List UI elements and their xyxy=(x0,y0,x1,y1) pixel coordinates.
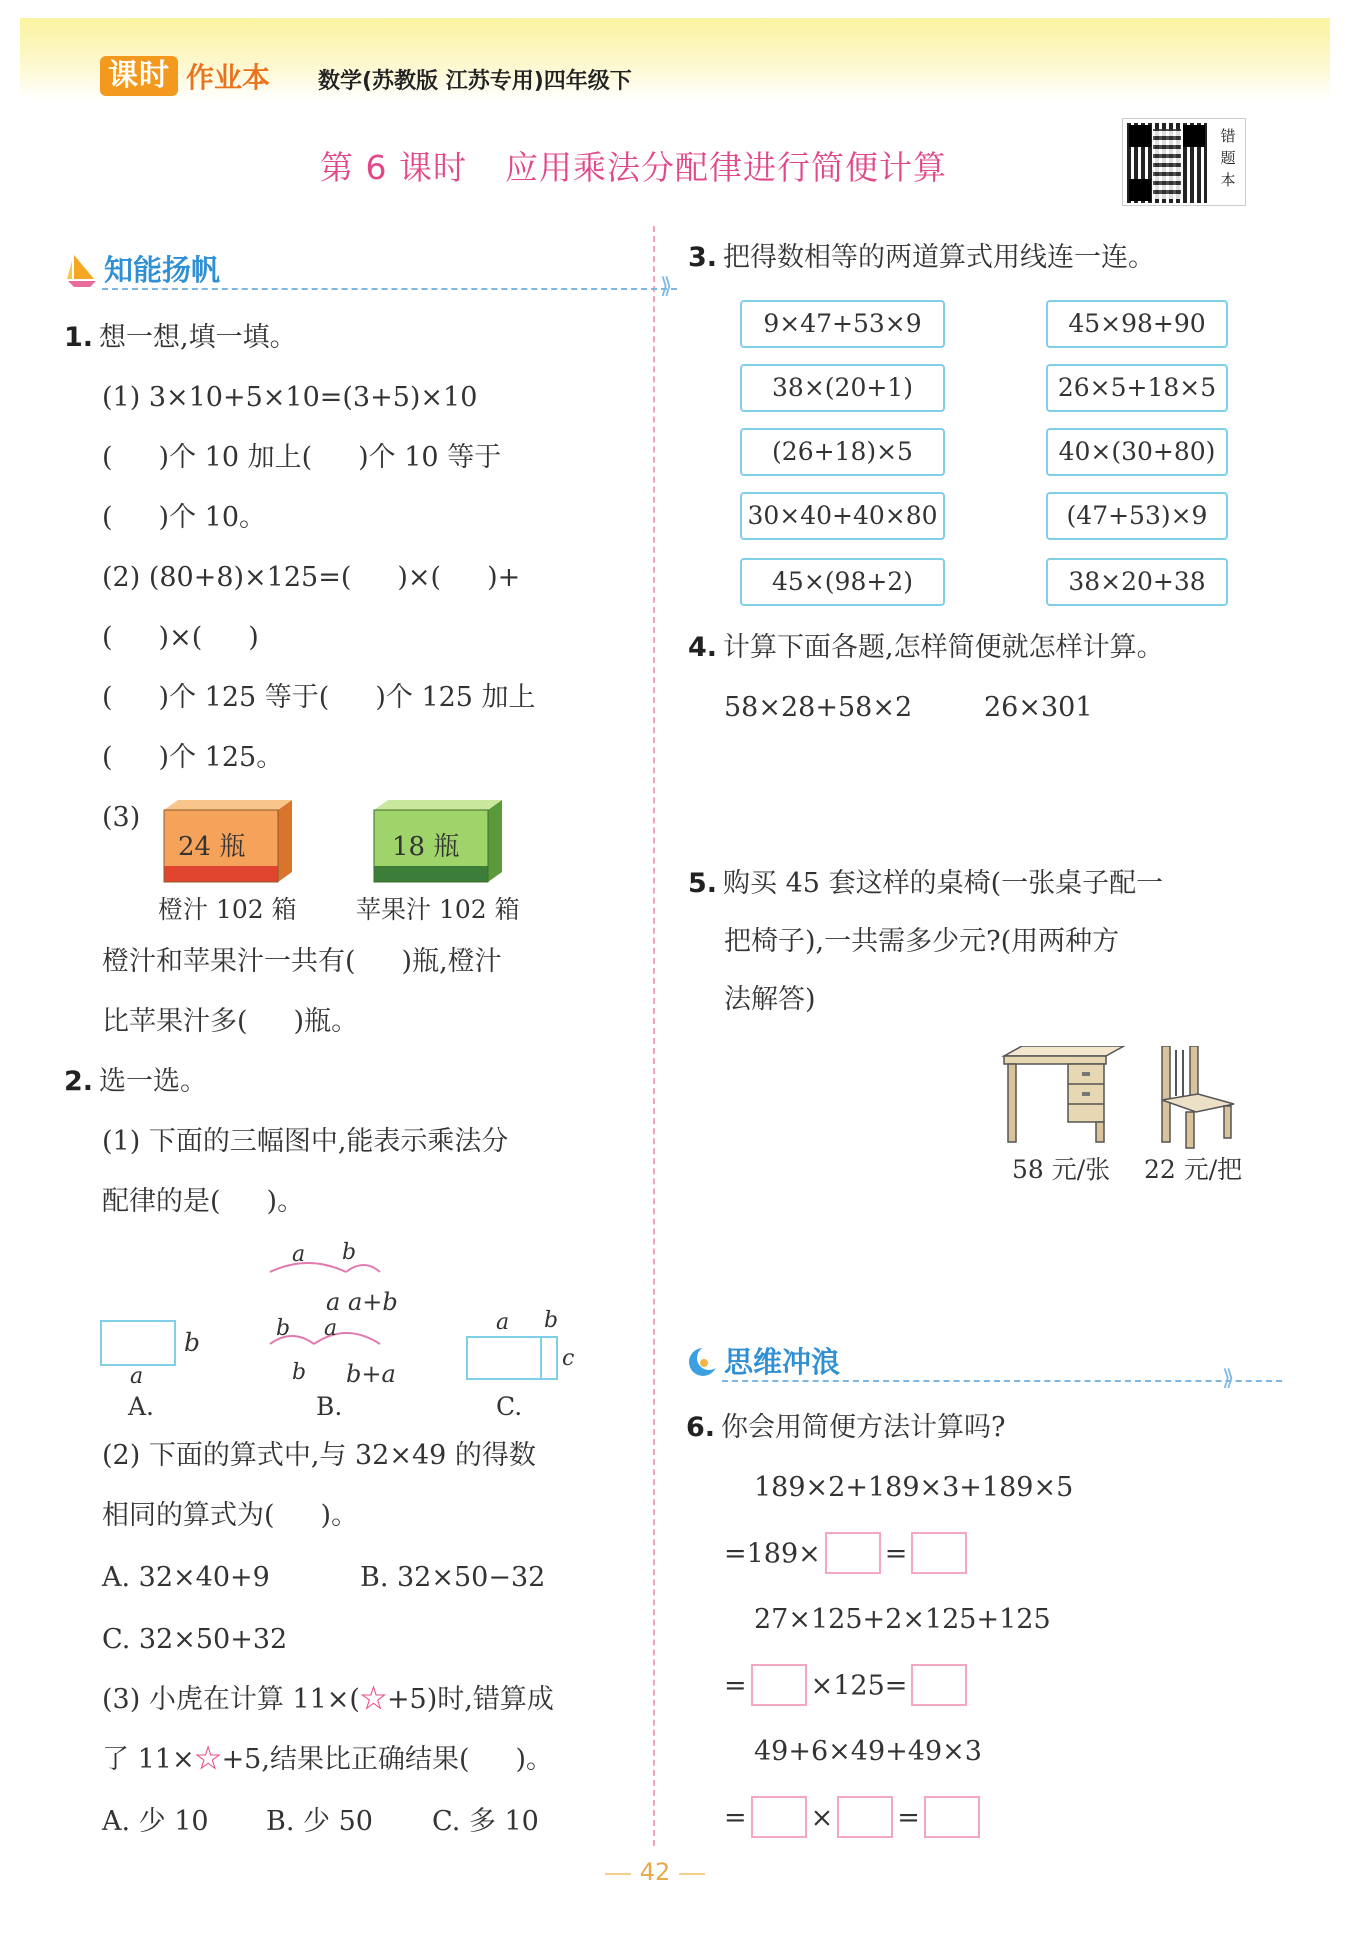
q3-number: 3. xyxy=(688,242,718,273)
q3-left-5[interactable]: 45×(98+2) xyxy=(740,558,945,606)
text: =189× xyxy=(724,1538,821,1570)
text: )个 10 等于 xyxy=(358,442,502,473)
text: )个 10 加上( xyxy=(158,442,313,473)
q2-p3-option-b[interactable]: B. 少 50 xyxy=(266,1806,373,1837)
section-header-left xyxy=(66,248,673,299)
q2-p3-option-a[interactable]: A. 少 10 xyxy=(102,1806,209,1837)
text: )。 xyxy=(515,1744,554,1775)
paren: ( xyxy=(102,742,113,773)
lesson-number: 第 6 课时 xyxy=(320,148,467,187)
sail-arrow-icon: ⟫ xyxy=(660,274,673,299)
q2-p3-line2 xyxy=(102,1744,553,1776)
text: )个 125 加上 xyxy=(375,682,536,713)
answer-box[interactable] xyxy=(924,1796,980,1838)
paren: ( xyxy=(102,622,113,653)
q6-expr3-line2 xyxy=(724,1798,984,1840)
answer-box[interactable] xyxy=(911,1664,967,1706)
answer-box[interactable] xyxy=(751,1664,807,1706)
orange-box-label: 24 瓶 xyxy=(178,832,246,862)
lesson-title xyxy=(320,142,947,189)
equals: = xyxy=(884,1670,908,1702)
q2-p2-option-b[interactable]: B. 32×50−32 xyxy=(360,1562,546,1593)
q2-text: 选一选。 xyxy=(99,1066,208,1097)
text: )。 xyxy=(266,1186,305,1217)
option-b-label: B. xyxy=(316,1392,343,1421)
text: )个 125 等于( xyxy=(158,682,330,713)
figure-c-rect-right xyxy=(542,1336,558,1380)
q1-p1-line2 xyxy=(102,442,501,474)
q6-expr2-line2 xyxy=(724,1666,971,1708)
q5-line3: 法解答) xyxy=(724,984,816,1015)
q3-right-2[interactable]: 26×5+18×5 xyxy=(1046,364,1228,412)
answer-box[interactable] xyxy=(837,1796,893,1838)
apple-box-caption: 苹果汁 102 箱 xyxy=(356,895,520,924)
equals: = xyxy=(897,1802,920,1834)
q2-number: 2. xyxy=(64,1066,94,1097)
text: 了 11× xyxy=(102,1744,195,1775)
text: ×125 xyxy=(810,1670,885,1702)
brand-name: 作业本 xyxy=(186,61,271,94)
equals: = xyxy=(724,1670,747,1702)
q6-expr2-line1: 27×125+2×125+125 xyxy=(754,1604,1051,1635)
figure-b-bot-b2: b xyxy=(292,1360,307,1385)
apple-box-label: 18 瓶 xyxy=(392,832,460,862)
q3-left-4[interactable]: 30×40+40×80 xyxy=(740,492,945,540)
text: 相同的算式为( xyxy=(102,1500,275,1531)
answer-box[interactable] xyxy=(751,1796,807,1838)
q6-expr1-line2 xyxy=(724,1534,971,1576)
paren: ( xyxy=(102,682,113,713)
q4-text: 计算下面各题,怎样简便就怎样计算。 xyxy=(723,632,1164,663)
figure-b-bot-sum: b+a xyxy=(346,1360,396,1388)
q3-right-1[interactable]: 45×98+90 xyxy=(1046,300,1228,348)
equals: = xyxy=(884,1538,908,1570)
figure-c-rect-left xyxy=(466,1336,542,1380)
figure-a-side-b: b xyxy=(184,1328,201,1357)
q2-p2-line2 xyxy=(102,1500,358,1532)
page-number: 42 xyxy=(605,1858,705,1886)
orange-box-caption: 橙汁 102 箱 xyxy=(158,895,297,924)
star-icon: ☆ xyxy=(194,1744,222,1775)
figure-b-top-sum: a a+b xyxy=(326,1288,398,1316)
q3-right-3[interactable]: 40×(30+80) xyxy=(1046,428,1228,476)
text: ) xyxy=(248,622,259,653)
text: +5)时,错算成 xyxy=(386,1684,554,1715)
q6-number: 6. xyxy=(686,1412,716,1443)
q3-left-1[interactable]: 9×47+53×9 xyxy=(740,300,945,348)
q4-expr-1: 58×28+58×2 xyxy=(724,692,913,723)
qr-code-image xyxy=(1127,123,1207,203)
section-title-left: 知能扬帆 xyxy=(104,253,221,287)
q3-right-4[interactable]: (47+53)×9 xyxy=(1046,492,1228,540)
q3-right-5[interactable]: 38×20+38 xyxy=(1046,558,1228,606)
figure-b-top-a: a xyxy=(292,1242,306,1267)
q1-p2-line1 xyxy=(102,562,520,594)
text: )×( xyxy=(158,622,203,653)
section-underline xyxy=(102,288,677,290)
q1-p3-line1 xyxy=(102,946,502,978)
q3-text: 把得数相等的两道算式用线连一连。 xyxy=(723,242,1156,273)
text: (3) 小虎在计算 11×( xyxy=(102,1684,360,1715)
q6-expr3-line1: 49+6×49+49×3 xyxy=(754,1736,982,1767)
text: )瓶,橙汁 xyxy=(401,946,502,977)
text: 橙汁和苹果汁一共有( xyxy=(102,946,356,977)
text: )个 125。 xyxy=(158,742,284,773)
q2-p3-line1 xyxy=(102,1684,554,1716)
figure-b-bot-b: b xyxy=(276,1316,291,1341)
moon-icon xyxy=(686,1343,720,1379)
q4-prompt xyxy=(688,632,1164,664)
figure-b-bot-a: a xyxy=(324,1316,338,1341)
chair-image xyxy=(1156,1046,1238,1154)
text: )×( xyxy=(397,562,442,593)
q2-p1-line1: (1) 下面的三幅图中,能表示乘法分 xyxy=(102,1126,509,1157)
section-header-right xyxy=(686,1340,1235,1391)
times: × xyxy=(810,1802,834,1834)
brand-logo: 课时 xyxy=(100,56,178,96)
figure-c-b: b xyxy=(544,1308,559,1333)
star-icon: ☆ xyxy=(359,1684,387,1715)
q2-prompt xyxy=(64,1066,207,1098)
q1-p2-line3 xyxy=(102,682,536,714)
section-title-right: 思维冲浪 xyxy=(724,1345,841,1379)
text: )瓶。 xyxy=(293,1006,359,1037)
desk-image xyxy=(1000,1046,1126,1150)
option-c-label: C. xyxy=(496,1392,523,1421)
q2-p2-option-c[interactable]: C. 32×50+32 xyxy=(102,1624,288,1655)
chair-price: 22 元/把 xyxy=(1144,1155,1243,1184)
text: 比苹果汁多( xyxy=(102,1006,248,1037)
text: )+ xyxy=(487,562,521,593)
q1-p3-label: (3) xyxy=(102,802,141,833)
q5-number: 5. xyxy=(688,868,718,899)
qr-code[interactable] xyxy=(1122,118,1246,206)
q3-left-3[interactable]: (26+18)×5 xyxy=(740,428,945,476)
q6-prompt xyxy=(686,1412,1006,1444)
q3-prompt xyxy=(688,242,1155,274)
option-a-label: A. xyxy=(128,1392,155,1421)
column-divider xyxy=(653,226,655,1846)
q1-prompt xyxy=(64,322,297,354)
q1-number: 1. xyxy=(64,322,94,353)
q5-line2: 把椅子),一共需多少元?(用两种方 xyxy=(724,926,1120,957)
q6-expr1-line1: 189×2+189×3+189×5 xyxy=(754,1472,1074,1503)
q1-text: 想一想,填一填。 xyxy=(99,322,297,353)
q3-left-2[interactable]: 38×(20+1) xyxy=(740,364,945,412)
answer-box[interactable] xyxy=(911,1532,967,1574)
figure-a-rect xyxy=(100,1320,176,1366)
q1-p1-line3 xyxy=(102,502,266,534)
q1-p3-line2 xyxy=(102,1006,358,1038)
figure-a-side-a: a xyxy=(130,1364,144,1389)
section-underline xyxy=(722,1380,1282,1382)
q2-p1-line2 xyxy=(102,1186,304,1218)
q2-p2-option-a[interactable]: A. 32×40+9 xyxy=(102,1562,270,1593)
text: (2) (80+8)×125=( xyxy=(102,562,352,593)
figure-c-c: c xyxy=(562,1346,575,1371)
text: )个 10。 xyxy=(158,502,267,533)
q2-p3-option-c[interactable]: C. 多 10 xyxy=(432,1806,539,1837)
q1-p2-line4 xyxy=(102,742,283,774)
equals: = xyxy=(724,1802,747,1834)
answer-box[interactable] xyxy=(825,1532,881,1574)
figure-b-top-b: b xyxy=(342,1240,357,1265)
paren: ( xyxy=(102,442,113,473)
q1-p1-line1: (1) 3×10+5×10=(3+5)×10 xyxy=(102,382,478,413)
paren: ( xyxy=(102,502,113,533)
sail-arrow-icon: ⟫ xyxy=(1222,1366,1235,1391)
subject-label: 数学(苏教版 江苏专用)四年级下 xyxy=(318,69,632,94)
desk-price: 58 元/张 xyxy=(1012,1155,1111,1184)
q5-line1 xyxy=(688,868,1163,900)
text: 配律的是( xyxy=(102,1186,221,1217)
brand xyxy=(100,54,270,98)
q1-p2-line2 xyxy=(102,622,259,654)
q6-text: 你会用简便方法计算吗? xyxy=(721,1412,1006,1443)
figure-c-a: a xyxy=(496,1310,510,1335)
text: )。 xyxy=(320,1500,359,1531)
q5-text: 购买 45 套这样的桌椅(一张桌子配一 xyxy=(723,868,1164,899)
sailboat-icon xyxy=(66,251,100,287)
q4-number: 4. xyxy=(688,632,718,663)
q2-p2-line1: (2) 下面的算式中,与 32×49 的得数 xyxy=(102,1440,536,1471)
q4-expr-2: 26×301 xyxy=(984,692,1093,723)
qr-label: 错题本 xyxy=(1220,127,1236,189)
text: +5,结果比正确结果( xyxy=(221,1744,470,1775)
lesson-name: 应用乘法分配律进行简便计算 xyxy=(504,148,947,187)
